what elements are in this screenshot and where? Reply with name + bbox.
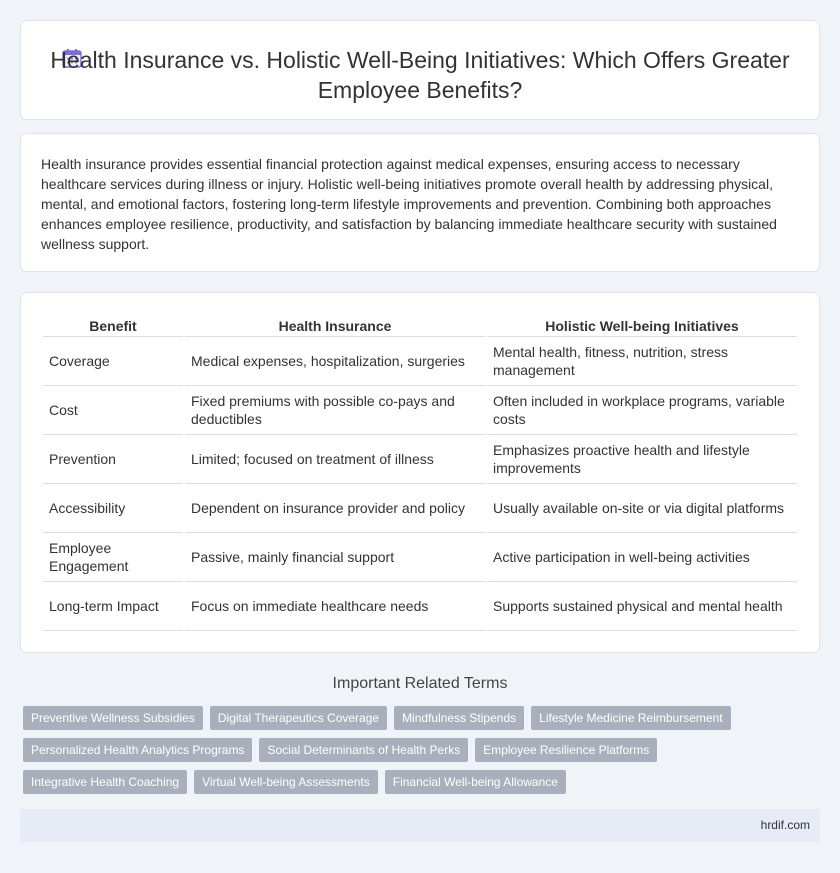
related-term-tag[interactable]: Preventive Wellness Subsidies	[23, 706, 203, 730]
row-health-insurance: Limited; focused on treatment of illness	[185, 435, 485, 484]
page-title: Health Insurance vs. Holistic Well-Being Initiatives: Which Offers Greater Employee Benefits?	[50, 47, 790, 103]
row-holistic: Often included in workplace programs, variable costs	[487, 386, 797, 435]
related-terms-list	[23, 706, 823, 802]
related-term-tag[interactable]: Lifestyle Medicine Reimbursement	[531, 706, 730, 730]
tag-row	[23, 770, 823, 794]
summary-card	[20, 133, 820, 272]
comparison-table	[41, 315, 799, 631]
table-row	[43, 386, 797, 435]
tag-row	[23, 706, 823, 730]
row-health-insurance: Focus on immediate healthcare needs	[185, 582, 485, 631]
header-holistic: Holistic Well-being Initiatives	[487, 315, 797, 337]
table-row	[43, 435, 797, 484]
row-holistic: Active participation in well-being activities	[487, 533, 797, 582]
table-row	[43, 484, 797, 533]
row-health-insurance: Passive, mainly financial support	[185, 533, 485, 582]
tag-row	[23, 738, 823, 762]
header-health-insurance: Health Insurance	[185, 315, 485, 337]
table-row	[43, 337, 797, 386]
comparison-table-card	[20, 292, 820, 653]
row-benefit: Coverage	[43, 337, 183, 386]
row-benefit: Prevention	[43, 435, 183, 484]
row-benefit: Employee Engagement	[43, 533, 183, 582]
row-health-insurance: Dependent on insurance provider and policy	[185, 484, 485, 533]
row-benefit: Long-term Impact	[43, 582, 183, 631]
related-term-tag[interactable]: Personalized Health Analytics Programs	[23, 738, 252, 762]
title-card	[20, 20, 820, 120]
row-holistic: Usually available on-site or via digital platforms	[487, 484, 797, 533]
table-row	[43, 582, 797, 631]
row-health-insurance: Fixed premiums with possible co-pays and deductibles	[185, 386, 485, 435]
related-term-tag[interactable]: Employee Resilience Platforms	[475, 738, 657, 762]
related-terms-title: Important Related Terms	[332, 675, 508, 692]
row-health-insurance: Medical expenses, hospitalization, surgeries	[185, 337, 485, 386]
table-row	[43, 533, 797, 582]
related-term-tag[interactable]: Social Determinants of Health Perks	[259, 738, 468, 762]
row-benefit: Cost	[43, 386, 183, 435]
footer-site[interactable]: hrdif.com	[760, 818, 810, 832]
related-term-tag[interactable]: Integrative Health Coaching	[23, 770, 187, 794]
row-benefit: Accessibility	[43, 484, 183, 533]
row-holistic: Supports sustained physical and mental health	[487, 582, 797, 631]
related-term-tag[interactable]: Virtual Well-being Assessments	[194, 770, 378, 794]
header-benefit: Benefit	[43, 315, 183, 337]
row-holistic: Mental health, fitness, nutrition, stress management	[487, 337, 797, 386]
table-header-row	[43, 315, 797, 337]
summary-text: Health insurance provides essential financial protection against medical expenses, ensuring access to necessary healthcare services during illness or injury. Holistic well-being initiatives promote overall health by addressing physical, mental, and emotional factors, fostering long-term lifestyle improvements and prevention. Combining both approaches enhances employee resilience, productivity, and satisfaction by balancing immediate healthcare security with sustained wellness support.	[41, 156, 777, 252]
footer	[20, 809, 820, 842]
related-term-tag[interactable]: Digital Therapeutics Coverage	[210, 706, 387, 730]
related-term-tag[interactable]: Mindfulness Stipends	[394, 706, 524, 730]
row-holistic: Emphasizes proactive health and lifestyle improvements	[487, 435, 797, 484]
related-term-tag[interactable]: Financial Well-being Allowance	[385, 770, 566, 794]
